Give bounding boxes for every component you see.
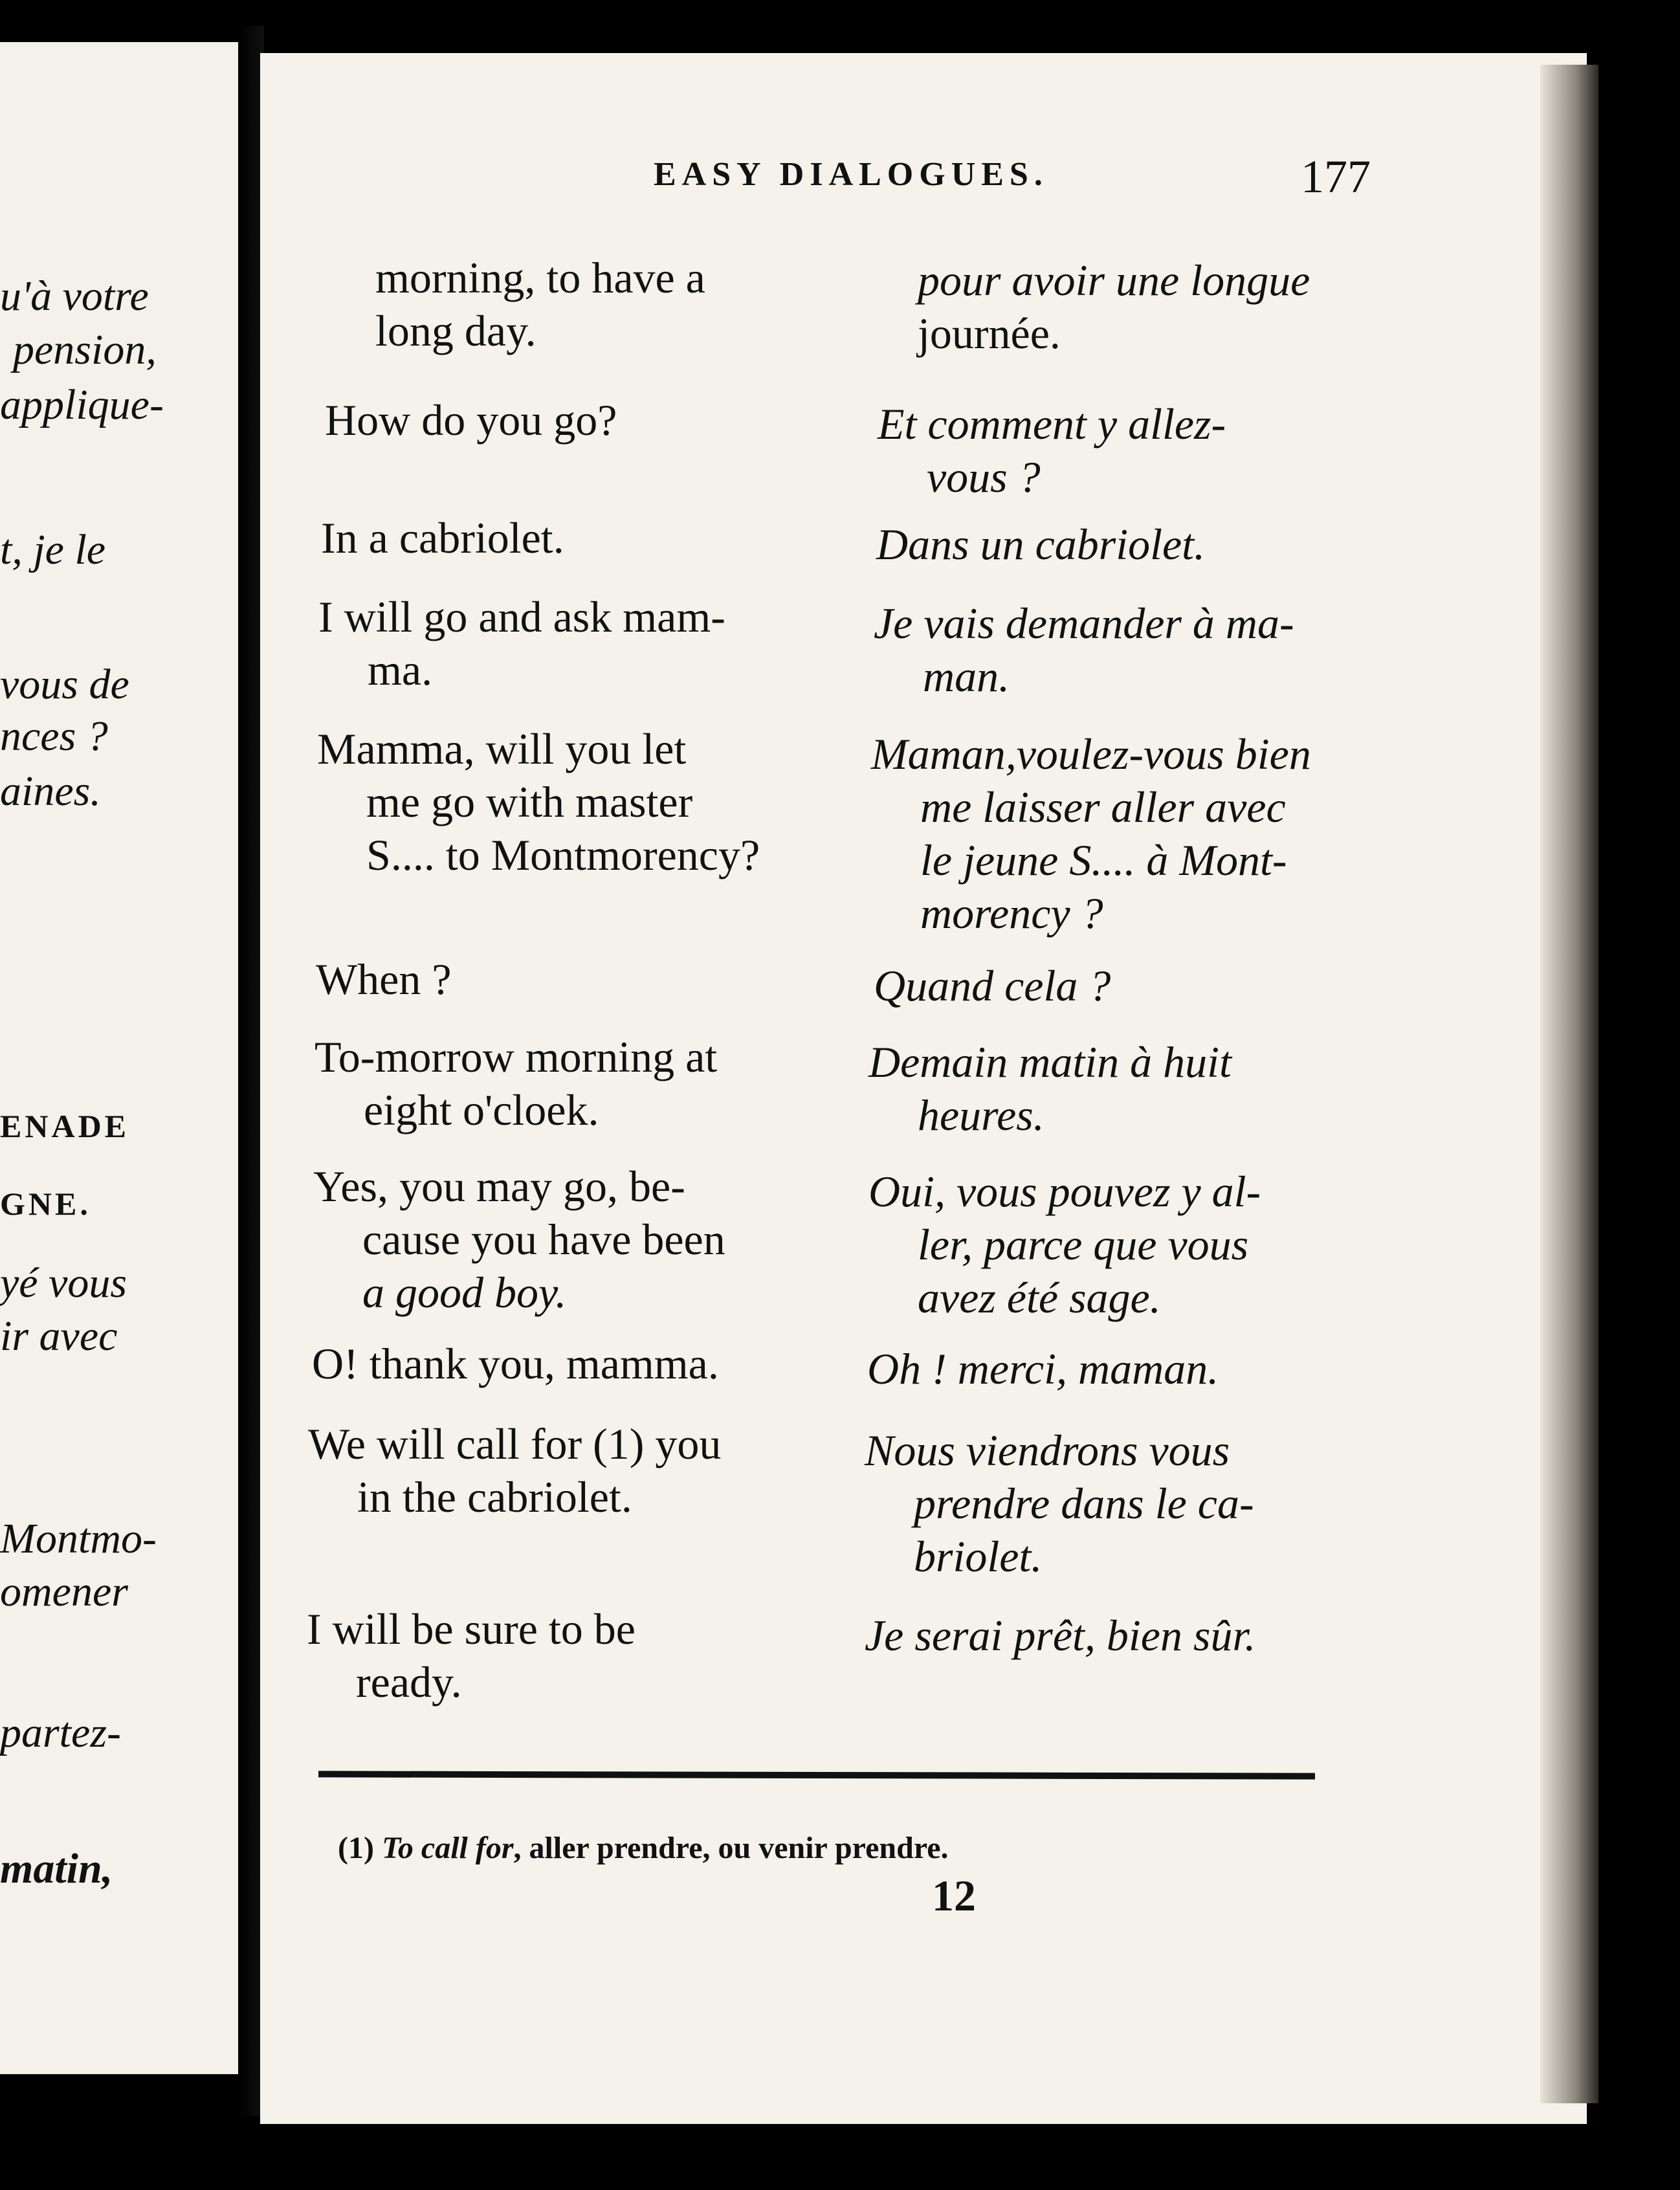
english-line: To-morrow morning at eight o'cloek. (315, 1032, 718, 1134)
left-fragment: matin, (0, 1845, 113, 1892)
english-line: We will call for (1) you in the cabriolet. (308, 1419, 722, 1521)
left-fragment: applique- (0, 381, 164, 428)
footnote (338, 1830, 949, 1866)
page-edge-shadow (1540, 65, 1598, 2103)
english-line: O! thank you, mamma. (312, 1339, 719, 1388)
left-fragment: t, je le (0, 526, 106, 573)
footnote-term: To call for (381, 1831, 514, 1865)
footnote-definition: , aller prendre, ou venir prendre. (513, 1831, 949, 1865)
english-line: How do you go? (325, 395, 617, 445)
french-line: pour avoir une longue journée. (918, 256, 1310, 358)
left-fragment: ir avec (0, 1312, 118, 1360)
left-fragment: omener (0, 1568, 128, 1615)
left-fragment: vous de (0, 661, 129, 708)
left-fragment: partez- (0, 1709, 121, 1756)
french-line: Nous viendrons vous prendre dans le ca- briolet. (865, 1426, 1254, 1581)
french-line: Maman,voulez-vous bien me laisser aller avec le jeune S.... à Mont- morency ? (871, 729, 1311, 938)
french-line: Oui, vous pouvez y al- ler, parce que vous avez été sage. (868, 1167, 1261, 1322)
signature-mark: 12 (932, 1871, 976, 1920)
left-fragment: ENADE (0, 1108, 130, 1144)
left-fragment: aines. (0, 768, 101, 815)
page-number: 177 (1301, 151, 1371, 203)
french-line: Je vais demander à ma- man. (874, 599, 1294, 701)
facing-page-left (0, 42, 238, 2074)
english-line: I will go and ask mam- ma. (318, 592, 725, 694)
english-line: When ? (316, 955, 452, 1004)
french-line: Oh ! merci, maman. (867, 1344, 1219, 1393)
french-line: Je serai prêt, bien sûr. (865, 1611, 1256, 1660)
running-header: EASY DIALOGUES. (654, 156, 1048, 193)
french-line: Dans un cabriolet. (876, 520, 1206, 569)
english-line: Mamma, will you let me go with master S.... to Montmorency? (317, 724, 760, 879)
left-fragment: Montmo- (0, 1515, 157, 1562)
left-fragment: u'à votre (0, 272, 149, 320)
english-line: I will be sure to be ready. (307, 1604, 636, 1707)
french-line: Quand cela ? (874, 961, 1111, 1010)
english-line: In a cabriolet. (321, 513, 564, 562)
english-line: Yes, you may go, be- cause you have been a good boy. (313, 1162, 725, 1317)
english-line: morning, to have a long day. (375, 253, 705, 355)
left-fragment: GNE. (0, 1186, 91, 1222)
left-fragment: nces ? (0, 713, 108, 760)
french-line: Demain matin à huit heures. (868, 1037, 1232, 1140)
french-line: Et comment y allez- vous ? (878, 399, 1226, 502)
left-fragment: pension, (13, 326, 157, 373)
left-fragment: yé vous (0, 1259, 127, 1307)
footnote-marker: (1) (338, 1831, 374, 1865)
